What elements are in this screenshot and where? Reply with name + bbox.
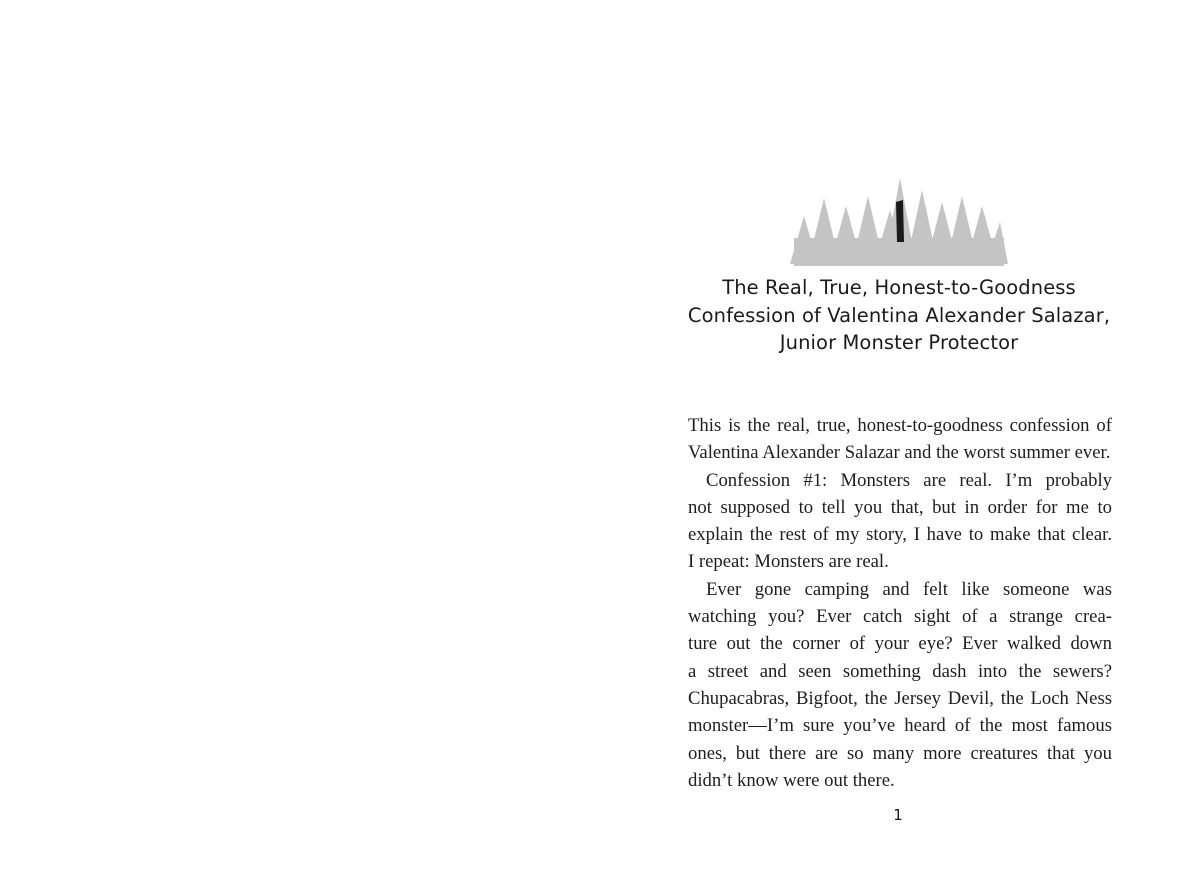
paragraph: [688, 576, 1112, 794]
text-line: Valentina Alexander Salazar and the worst summer ever.: [688, 442, 1111, 464]
text-line: ture out the corner of your eye? Ever walked down: [688, 633, 1112, 655]
text-line: monster—I’m sure you’ve heard of the most famous: [688, 715, 1112, 737]
pine-forest-icon: [790, 176, 1008, 268]
text-line: watching you? Ever catch sight of a strange crea-: [688, 606, 1112, 628]
paragraph: [688, 412, 1112, 467]
text-line: I repeat: Monsters are real.: [688, 551, 889, 573]
text-line: This is the real, true, honest-to-goodness confession of: [688, 415, 1112, 436]
chapter-numeral-icon: [896, 200, 904, 242]
text-line: not supposed to tell you that, but in order for me to: [688, 496, 1112, 518]
text-line: explain the rest of my story, I have to make that clear.: [688, 524, 1112, 546]
body-text: [688, 412, 1112, 794]
right-page: [600, 0, 1200, 872]
chapter-title: [660, 274, 1138, 357]
text-line: a street and seen something dash into the sewers?: [688, 660, 1112, 682]
paragraph: [688, 467, 1112, 576]
text-line: ones, but there are so many more creatures that you: [688, 742, 1112, 764]
chapter-title-line: Confession of Valentina Alexander Salazar,: [687, 303, 1111, 327]
text-line: Chupacabras, Bigfoot, the Jersey Devil, the Loch Ness: [688, 687, 1112, 709]
text-line: didn’t know were out there.: [688, 769, 895, 791]
text-line: Confession #1: Monsters are real. I’m probably: [706, 469, 1112, 491]
page-number: 1: [893, 806, 903, 824]
text-line: Ever gone camping and felt like someone was: [706, 578, 1112, 600]
chapter-title-line: Junior Monster Protector: [779, 331, 1019, 354]
chapter-title-line: The Real, True, Honest-to-Goodness: [722, 276, 1076, 299]
